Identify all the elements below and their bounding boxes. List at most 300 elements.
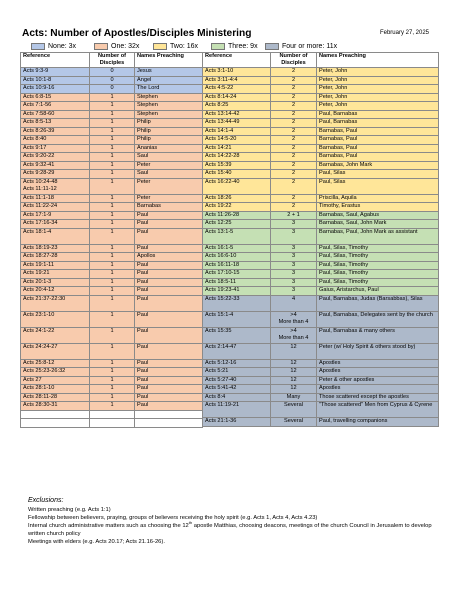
cell-reference: [203, 359, 271, 368]
cell-number: [271, 136, 317, 145]
cell-reference: [21, 228, 90, 244]
cell-number: [90, 127, 135, 136]
number-text: 3: [291, 220, 296, 227]
table-row: [21, 194, 203, 203]
cell-reference: [21, 244, 90, 253]
cell-reference: [203, 295, 271, 311]
document-date: February 27, 2025: [379, 30, 429, 36]
reference-text: Acts 25:23-26:32: [23, 368, 66, 375]
number-text: 1: [110, 244, 114, 251]
cell-number: [90, 136, 135, 145]
legend: [31, 42, 448, 52]
cell-number: [271, 228, 317, 244]
number-text: 1: [110, 368, 114, 375]
cell-names: Angel: [135, 76, 203, 85]
cell-names: Paul, Barnabas & many others: [317, 327, 439, 343]
cell-number: [271, 211, 317, 220]
legend-item-four: [265, 42, 337, 50]
cell-names: Apostles: [317, 385, 439, 394]
legend-label: Two: 16x: [170, 42, 199, 50]
cell-names: Paul, Silas, Timothy: [317, 261, 439, 270]
cell-reference: [203, 194, 271, 203]
cell-reference: [21, 136, 90, 145]
cell-names: Paul: [135, 368, 203, 377]
cell-reference: [203, 93, 271, 102]
table-row: [203, 170, 439, 179]
number-text: 1: [110, 102, 114, 109]
table-row: [21, 270, 203, 279]
cell-names: Timothy, Erastus: [317, 203, 439, 212]
cell-number: [271, 418, 317, 427]
cell-number: [90, 144, 135, 153]
cell-reference: [21, 102, 90, 111]
number-text: 12: [290, 376, 297, 383]
cell-reference: [203, 76, 271, 85]
number-text: 2: [291, 178, 296, 185]
reference-text: Acts 5:41-42: [205, 385, 237, 392]
cell-number: [271, 244, 317, 253]
table-row: [203, 228, 439, 244]
cell-number: [90, 244, 135, 253]
cell-names: Paul, Barnabas, Delegates sent by the church: [317, 311, 439, 327]
table-row: [21, 119, 203, 128]
table-row: [21, 410, 203, 419]
cell-reference: [203, 220, 271, 229]
cell-reference: [203, 244, 271, 253]
cell-names: Peter, John: [317, 93, 439, 102]
table-row: [203, 93, 439, 102]
reference-text: Acts 3:1-10: [205, 68, 234, 75]
cell-names: Paul, Silas, Timothy: [317, 244, 439, 253]
cell-reference: [203, 161, 271, 170]
cell-reference: [21, 194, 90, 203]
cell-names: Paul, Silas, Timothy: [317, 278, 439, 287]
number-text: 12: [290, 368, 297, 375]
cell-names: Paul: [135, 327, 203, 343]
reference-text: Acts 8:40: [23, 136, 47, 143]
cell-names: Paul: [135, 220, 203, 229]
cell-reference: [203, 110, 271, 119]
reference-text: Acts 28:1-10: [23, 385, 55, 392]
number-text: Several: [284, 402, 303, 409]
cell-names: "Those scattered" Men from Cyprus & Cyrene: [317, 402, 439, 418]
cell-reference: [203, 170, 271, 179]
cell-reference: [21, 278, 90, 287]
table-row: [21, 376, 203, 385]
cell-names: Paul: [135, 385, 203, 394]
table-row: [203, 211, 439, 220]
number-text: 12: [290, 359, 297, 366]
cell-names: Peter, John: [317, 102, 439, 111]
cell-number: [271, 110, 317, 119]
legend-swatch: [94, 43, 108, 50]
cell-reference: [21, 153, 90, 162]
cell-reference: [203, 85, 271, 94]
table-row: [21, 136, 203, 145]
number-text: 1: [110, 327, 114, 334]
number-text: 1: [110, 136, 114, 143]
reference-text: Acts 15:35: [205, 327, 232, 334]
table-row: [203, 68, 439, 77]
cell-number: [271, 194, 317, 203]
table-row: [203, 287, 439, 296]
cell-names: Those scattered except the apostles: [317, 393, 439, 402]
cell-reference: [203, 418, 271, 427]
legend-label: One: 32x: [111, 42, 140, 50]
cell-number: [271, 368, 317, 377]
cell-names: Paul, Barnabas: [317, 110, 439, 119]
cell-number: [271, 376, 317, 385]
legend-item-none: [31, 42, 76, 50]
cell-names: Barnabas, John Mark: [317, 161, 439, 170]
cell-reference: [21, 119, 90, 128]
reference-text: Acts 9:3-9: [23, 68, 49, 75]
number-text: 0: [110, 68, 114, 75]
cell-names: Paul: [135, 295, 203, 311]
number-text: 1: [110, 203, 114, 210]
reference-text: Acts 14:5-20: [205, 136, 237, 143]
reference-text: Acts 9:17: [23, 144, 47, 151]
cell-number: [90, 253, 135, 262]
exclusion-item: Meetings with elders (e.g. Acts 20.17; Acts 21.16-26).: [28, 539, 165, 545]
legend-label: Three: 9x: [228, 42, 258, 50]
reference-text: Acts 8:14-24: [205, 93, 237, 100]
cell-number: [90, 119, 135, 128]
cell-number: [90, 402, 135, 411]
reference-text: Acts 15:39: [205, 161, 232, 168]
table-row: [21, 170, 203, 179]
table-row: [203, 311, 439, 327]
table-row: [203, 178, 439, 194]
table-row: [21, 203, 203, 212]
reference-text: Acts 23:1-10: [23, 311, 55, 318]
reference-text: Acts 19:1-11: [23, 261, 54, 268]
table-row: [203, 244, 439, 253]
cell-names: Peter: [135, 161, 203, 170]
reference-text: Acts 10:1-8: [23, 76, 52, 83]
cell-number: [271, 343, 317, 359]
cell-reference: [21, 343, 90, 359]
right-table: [202, 52, 439, 427]
reference-text: Acts 7:1-56: [23, 102, 52, 109]
table-row: [203, 203, 439, 212]
cell-number: [90, 287, 135, 296]
cell-names: Ananias: [135, 144, 203, 153]
cell-reference: [203, 343, 271, 359]
table-row: [21, 144, 203, 153]
cell-number: [271, 127, 317, 136]
number-text: 2: [291, 127, 296, 134]
reference-text: Acts 16:1-5: [205, 244, 234, 251]
cell-reference: [21, 127, 90, 136]
table-row: [203, 144, 439, 153]
cell-number: [90, 110, 135, 119]
number-text: 1: [110, 211, 114, 218]
cell-number: [271, 102, 317, 111]
reference-text: Acts 8:4: [205, 393, 226, 400]
reference-text: Acts 20:1-3: [23, 278, 52, 285]
cell-reference: [21, 76, 90, 85]
table-header-row: [203, 53, 439, 68]
cell-names: Paul: [135, 359, 203, 368]
cell-number: [90, 410, 135, 419]
table-row: [203, 393, 439, 402]
table-row: [203, 102, 439, 111]
reference-text: Acts 13:14-42: [205, 110, 240, 117]
number-text: 2: [291, 203, 296, 210]
cell-number: [271, 170, 317, 179]
number-text: 12: [290, 385, 297, 392]
table-row: [203, 368, 439, 377]
reference-text: Acts 17:10-15: [205, 270, 240, 277]
cell-reference: [203, 68, 271, 77]
table-row: [203, 261, 439, 270]
reference-text: Acts 6:8-15: [23, 93, 52, 100]
cell-number: [90, 211, 135, 220]
number-text: 2: [291, 76, 296, 83]
cell-names: Philip: [135, 127, 203, 136]
number-text: 1: [110, 93, 114, 100]
reference-text: Acts 10:9-16: [23, 85, 55, 92]
number-text: 1: [110, 311, 114, 318]
number-text: 1: [110, 278, 114, 285]
table-row: [203, 136, 439, 145]
cell-names: Stephen: [135, 110, 203, 119]
column-header-number: Number of Disciples: [90, 53, 135, 68]
cell-names: Peter: [135, 194, 203, 203]
number-text: 1: [110, 153, 114, 160]
cell-number: [90, 178, 135, 194]
number-text: 1: [110, 393, 114, 400]
number-text: Many: [286, 393, 301, 400]
number-text: More than 4: [278, 319, 309, 326]
cell-names: Saul: [135, 153, 203, 162]
table-row: [21, 385, 203, 394]
table-row: [203, 343, 439, 359]
number-text: 1: [110, 161, 114, 168]
number-text: 3: [291, 244, 296, 251]
cell-number: [271, 85, 317, 94]
number-text: 0: [110, 85, 114, 92]
legend-swatch: [31, 43, 45, 50]
cell-reference: [203, 153, 271, 162]
cell-reference: [203, 278, 271, 287]
table-row: [203, 253, 439, 262]
number-text: 2: [291, 110, 296, 117]
cell-reference: [21, 93, 90, 102]
table-row: [21, 311, 203, 327]
reference-text: Acts 21:37-22:30: [23, 295, 66, 302]
cell-reference: [203, 119, 271, 128]
cell-names: Paul: [135, 244, 203, 253]
number-text: 2: [291, 85, 296, 92]
column-header-number: Number of Disciples: [271, 53, 317, 68]
cell-names: Peter, John: [317, 76, 439, 85]
number-text: 1: [110, 178, 114, 185]
table-row: [21, 393, 203, 402]
legend-item-three: [211, 42, 258, 50]
reference-text: Acts 14:22-28: [205, 153, 240, 160]
cell-names: Paul: [135, 270, 203, 279]
cell-reference: [21, 161, 90, 170]
table-row: [21, 127, 203, 136]
cell-number: [90, 228, 135, 244]
cell-number: [90, 85, 135, 94]
table-row: [203, 418, 439, 427]
cell-reference: [203, 287, 271, 296]
number-text: 1: [110, 253, 114, 260]
cell-number: [90, 385, 135, 394]
cell-reference: [203, 402, 271, 418]
reference-text: Acts 19:23-41: [205, 287, 240, 294]
reference-text: Acts 10:24-48: [23, 178, 58, 185]
cell-names: Paul: [135, 343, 203, 359]
cell-number: [271, 287, 317, 296]
cell-reference: [21, 359, 90, 368]
cell-number: [90, 194, 135, 203]
cell-number: [90, 393, 135, 402]
header: [22, 28, 439, 42]
table-row: [21, 359, 203, 368]
reference-text: Acts 14:21: [205, 144, 232, 151]
number-text: More than 4: [278, 335, 309, 342]
number-text: >4: [290, 311, 297, 318]
number-text: 0: [110, 76, 114, 83]
cell-names: Philip: [135, 119, 203, 128]
cell-names: Saul: [135, 170, 203, 179]
table-row: [21, 220, 203, 229]
cell-number: [271, 385, 317, 394]
number-text: 1: [110, 119, 114, 126]
number-text: 3: [291, 287, 296, 294]
table-header-row: [21, 53, 203, 68]
cell-names: Paul, Silas: [317, 178, 439, 194]
table-row: [21, 287, 203, 296]
reference-text: Acts 11:11-12: [23, 186, 57, 193]
number-text: >4: [290, 327, 297, 334]
cell-names: Paul: [135, 402, 203, 411]
cell-reference: [21, 110, 90, 119]
cell-names: Paul, Silas: [317, 170, 439, 179]
reference-text: Acts 18:19-23: [23, 244, 58, 251]
cell-number: [90, 376, 135, 385]
cell-reference: [21, 68, 90, 77]
exclusions-title: Exclusions:: [28, 497, 64, 504]
cell-reference: [21, 85, 90, 94]
number-text: 1: [110, 343, 114, 350]
exclusion-item: Internal church administrative matters such as choosing the 12th apostle Matthias, choosing deacons, meetings of the church Council in Jerusalem to develop written church policy: [28, 520, 432, 537]
number-text: 2: [291, 119, 296, 126]
number-text: 1: [110, 376, 114, 383]
cell-reference: [203, 270, 271, 279]
number-text: 1: [110, 261, 114, 268]
cell-reference: [203, 228, 271, 244]
number-text: 1: [110, 228, 114, 235]
legend-swatch: [153, 43, 167, 50]
table-row: [21, 178, 203, 194]
number-text: 2: [291, 102, 296, 109]
table-row: [203, 359, 439, 368]
reference-text: Acts 25:8-12: [23, 359, 55, 366]
cell-reference: [21, 327, 90, 343]
cell-names: Peter (w/ Holy Spirit & others stood by): [317, 343, 439, 359]
table-row: [21, 368, 203, 377]
exclusions-section: [28, 497, 443, 546]
number-text: 2: [291, 170, 296, 177]
table-row: [21, 278, 203, 287]
cell-names: Priscilla, Aquila: [317, 194, 439, 203]
table-row: [21, 343, 203, 359]
cell-reference: [21, 220, 90, 229]
number-text: 2: [291, 153, 296, 160]
cell-reference: [203, 144, 271, 153]
reference-text: Acts 8:26-39: [23, 127, 55, 134]
cell-reference: [21, 311, 90, 327]
cell-names: Barnabas, Saul, John Mark: [317, 220, 439, 229]
cell-number: [90, 161, 135, 170]
cell-names: Stephen: [135, 93, 203, 102]
cell-number: [90, 270, 135, 279]
cell-names: Apollos: [135, 253, 203, 262]
cell-number: [271, 311, 317, 327]
reference-text: Acts 15:40: [205, 170, 232, 177]
reference-text: Acts 11:19-21: [205, 402, 240, 409]
cell-number: [90, 311, 135, 327]
number-text: 3: [291, 253, 296, 260]
cell-names: Peter, John: [317, 85, 439, 94]
cell-reference: [203, 368, 271, 377]
reference-text: Acts 4:5-22: [205, 85, 234, 92]
table-row: [203, 194, 439, 203]
reference-text: Acts 13:1-5: [205, 228, 234, 235]
cell-reference: [203, 253, 271, 262]
cell-number: [271, 327, 317, 343]
table-row: [21, 327, 203, 343]
cell-number: [90, 368, 135, 377]
legend-swatch: [265, 43, 279, 50]
cell-names: Barnabas, Paul, John Mark as assistant: [317, 228, 439, 244]
reference-text: Acts 17:16-34: [23, 220, 58, 227]
cell-number: [271, 270, 317, 279]
cell-names: Apostles: [317, 368, 439, 377]
number-text: 1: [110, 295, 114, 302]
table-row: [203, 76, 439, 85]
cell-reference: [21, 270, 90, 279]
table-row: [21, 261, 203, 270]
reference-text: Acts 16:11-18: [205, 261, 240, 268]
reference-text: Acts 24:24-27: [23, 343, 58, 350]
table-row: [203, 220, 439, 229]
number-text: 1: [110, 385, 114, 392]
reference-text: Acts 9:20-22: [23, 153, 55, 160]
reference-text: Acts 8:25: [205, 102, 229, 109]
cell-names: Peter, John: [317, 68, 439, 77]
cell-number: [271, 359, 317, 368]
number-text: 2: [291, 161, 296, 168]
reference-text: Acts 18:27-28: [23, 253, 58, 260]
document-page: [22, 28, 439, 42]
reference-text: Acts 14:1-4: [205, 127, 234, 134]
reference-text: Acts 16:6-10: [205, 253, 237, 260]
cell-number: [271, 203, 317, 212]
cell-number: [90, 68, 135, 77]
cell-reference: [21, 419, 90, 428]
table-row: [21, 244, 203, 253]
table-row: [203, 153, 439, 162]
column-header-reference: Reference: [203, 53, 271, 68]
cell-reference: [21, 178, 90, 194]
table-row: [21, 253, 203, 262]
